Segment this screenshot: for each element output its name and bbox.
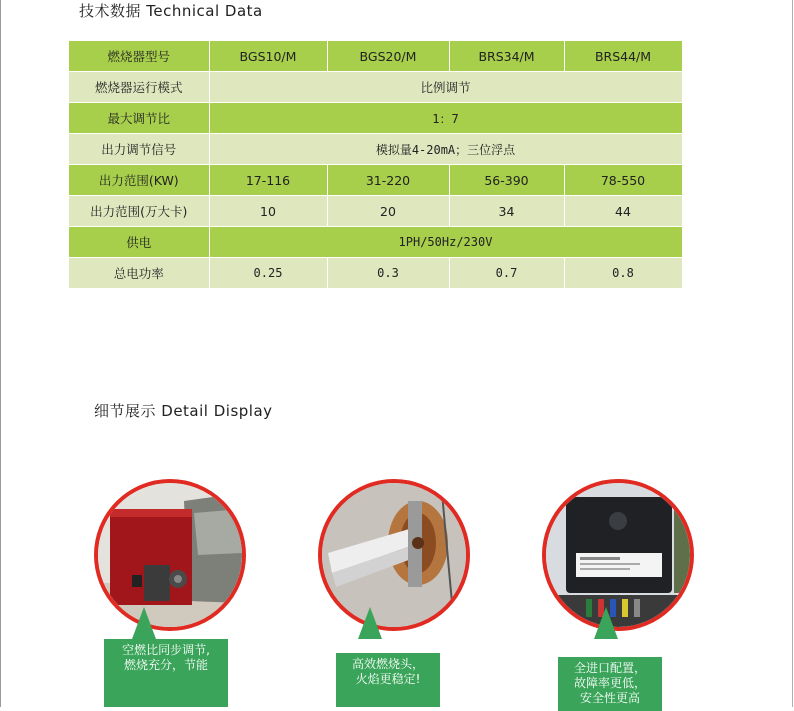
left-page-border <box>0 0 1 707</box>
table-row <box>69 134 682 165</box>
value-cell: 10 <box>209 196 327 227</box>
model-cell: BGS10/M <box>209 41 327 72</box>
value-cell: 31-220 <box>327 165 449 196</box>
combustion-head-photo <box>318 479 470 631</box>
detail-display-title: 细节展示 Detail Display <box>94 402 273 420</box>
value-cell: 78-550 <box>564 165 682 196</box>
model-cell: BRS34/M <box>449 41 564 72</box>
table-row <box>69 227 682 258</box>
table-header-row <box>69 41 682 72</box>
value-cell: 56-390 <box>449 165 564 196</box>
caption-line: 全进口配置， <box>573 661 646 675</box>
value-cell: 0.7 <box>449 258 564 289</box>
burner-photo <box>94 479 246 631</box>
caption-line: 燃烧充分，节能 <box>123 658 208 672</box>
row-label: 出力范围(万大卡) <box>69 196 209 227</box>
value-cell: 44 <box>564 196 682 227</box>
model-cell: BRS44/M <box>564 41 682 72</box>
merged-cell: 模拟量4-20mA；三位浮点 <box>209 134 682 165</box>
value-cell: 0.25 <box>209 258 327 289</box>
caption-pointer <box>594 607 618 639</box>
row-label: 供电 <box>69 227 209 258</box>
row-label: 出力范围(KW) <box>69 165 209 196</box>
row-label: 出力调节信号 <box>69 134 209 165</box>
table-row <box>69 196 682 227</box>
value-cell: 0.3 <box>327 258 449 289</box>
detail-item-combustion-head <box>318 479 470 707</box>
caption-box <box>558 657 662 711</box>
detail-item-control-unit <box>542 479 694 707</box>
merged-cell: 比例调节 <box>209 72 682 103</box>
spec-table <box>69 41 683 289</box>
table-row <box>69 103 682 134</box>
merged-cell: 1：7 <box>209 103 682 134</box>
row-label: 燃烧器运行模式 <box>69 72 209 103</box>
table-row <box>69 258 682 289</box>
table-row <box>69 165 682 196</box>
row-label: 总电功率 <box>69 258 209 289</box>
caption-line: 高效燃烧头， <box>351 657 424 671</box>
merged-cell: 1PH/50Hz/230V <box>209 227 682 258</box>
caption-box <box>336 653 440 707</box>
right-page-border <box>792 0 793 707</box>
detail-item-burner <box>94 479 246 707</box>
caption-pointer <box>132 607 156 639</box>
caption-pointer <box>358 607 382 639</box>
value-cell: 0.8 <box>564 258 682 289</box>
caption-line: 安全性更高 <box>579 691 640 705</box>
row-label: 最大调节比 <box>69 103 209 134</box>
caption-line: 空燃比同步调节, <box>122 643 210 657</box>
control-unit-photo <box>542 479 694 631</box>
caption-line: 火焰更稳定! <box>355 672 421 686</box>
row-label: 燃烧器型号 <box>69 41 209 72</box>
table-row <box>69 72 682 103</box>
value-cell: 34 <box>449 196 564 227</box>
caption-box <box>104 639 228 707</box>
model-cell: BGS20/M <box>327 41 449 72</box>
value-cell: 17-116 <box>209 165 327 196</box>
technical-data-title: 技术数据 Technical Data <box>79 2 263 20</box>
value-cell: 20 <box>327 196 449 227</box>
caption-line: 故障率更低， <box>573 676 646 690</box>
